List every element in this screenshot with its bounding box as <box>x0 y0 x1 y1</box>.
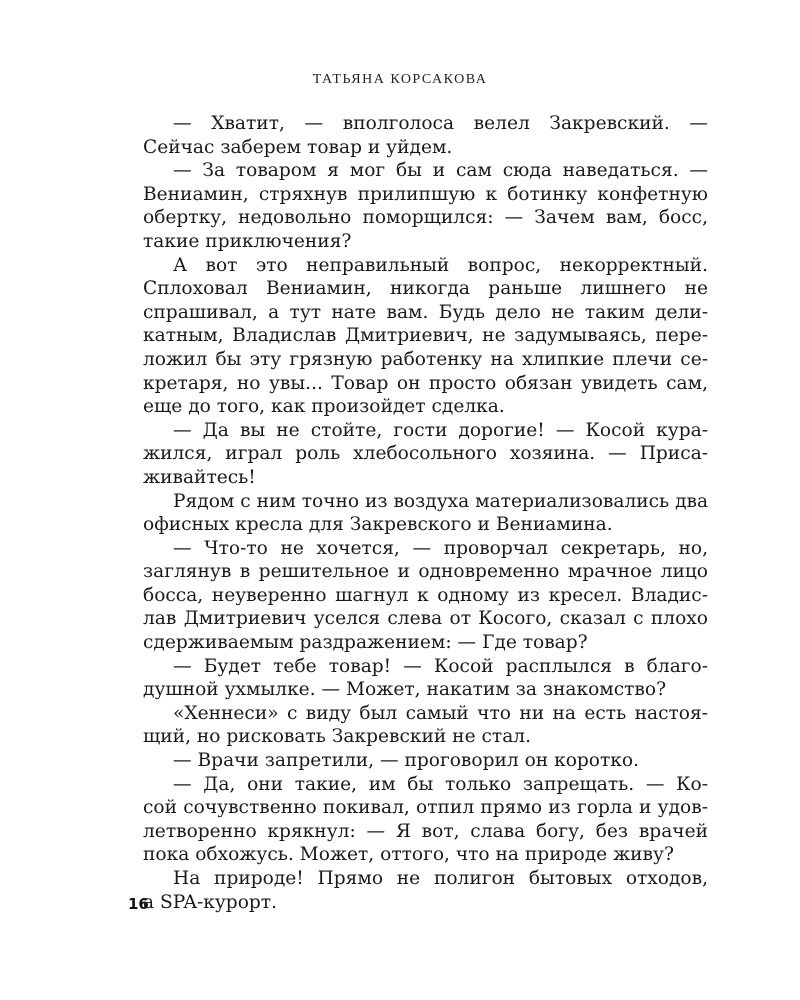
text-line: «Хеннеси» с виду был самый что ни на есть настоя- <box>173 702 708 724</box>
text-line: — Да вы не стойте, гости дорогие! — Косой кура- <box>173 419 708 441</box>
text-line: катным, Владислав Дмитриевич, не задумываясь, пере- <box>143 325 708 347</box>
body-text <box>143 112 708 914</box>
text-line: — Врачи запретили, — проговорил он коротко. <box>173 750 640 772</box>
text-line: щий, но рисковать Закревский не стал. <box>143 726 531 748</box>
text-line: — Что-то не хочется, — проворчал секретарь, но, <box>173 537 708 559</box>
text-line: Вениамин, стряхнув прилипшую к ботинку конфетную <box>143 183 708 205</box>
text-line: а SPA-курорт. <box>143 891 278 913</box>
text-line: Сейчас заберем товар и уйдем. <box>143 136 453 158</box>
text-line: живайтесь! <box>143 466 256 488</box>
text-line: А вот это неправильный вопрос, некорректный. <box>173 254 708 276</box>
text-line: летворенно крякнул: — Я вот, слава богу, без врачей <box>143 820 708 842</box>
text-line: Рядом с ним точно из воздуха материализовались два <box>173 490 709 512</box>
text-line: еще до того, как произойдет сделка. <box>143 396 505 418</box>
text-line: офисных кресла для Закревского и Вениамина. <box>143 514 613 536</box>
text-line: На природе! Прямо не полигон бытовых отходов, <box>173 868 708 889</box>
text-line: жился, играл роль хлебосольного хозяина. — Приса- <box>143 443 708 465</box>
page-number: 16 <box>128 895 149 913</box>
text-line: заглянув в решительное и одновременно мрачное лицо <box>143 561 708 583</box>
text-line: сой сочувственно покивал, отпил прямо из горла и удов- <box>143 797 708 819</box>
text-line: спрашивал, а тут нате вам. Будь дело не таким дели- <box>143 301 708 323</box>
text-line: лав Дмитриевич уселся слева от Косого, сказал с плохо <box>143 608 708 630</box>
text-line: — За товаром я мог бы и сам сюда наведаться. — <box>173 160 708 182</box>
text-line: пока обхожусь. Может, оттого, что на природе живу? <box>143 844 674 866</box>
text-line: Сплоховал Вениамин, никогда раньше лишнего не <box>143 278 708 300</box>
text-line: обертку, недовольно поморщился: — Зачем вам, босс, <box>143 207 708 229</box>
text-line: кретаря, но увы... Товар он просто обязан увидеть сам, <box>143 372 708 394</box>
running-head: ТАТЬЯНА КОРСАКОВА <box>312 72 488 87</box>
text-line: ложил бы эту грязную работенку на хлипкие плечи се- <box>143 348 708 370</box>
text-line: босса, неуверенно шагнул к одному из кресел. Владис- <box>143 584 708 606</box>
text-line: — Да, они такие, им бы только запрещать. — Ко- <box>173 773 708 795</box>
text-line: — Будет тебе товар! — Косой расплылся в благо- <box>173 655 708 677</box>
text-line: — Хватит, — вполголоса велел Закревский. — <box>173 113 708 134</box>
text-line: душной ухмылке. — Может, накатим за знакомство? <box>143 679 667 701</box>
text-line: такие приключения? <box>143 230 352 252</box>
text-line: сдерживаемым раздражением: — Где товар? <box>143 632 588 654</box>
